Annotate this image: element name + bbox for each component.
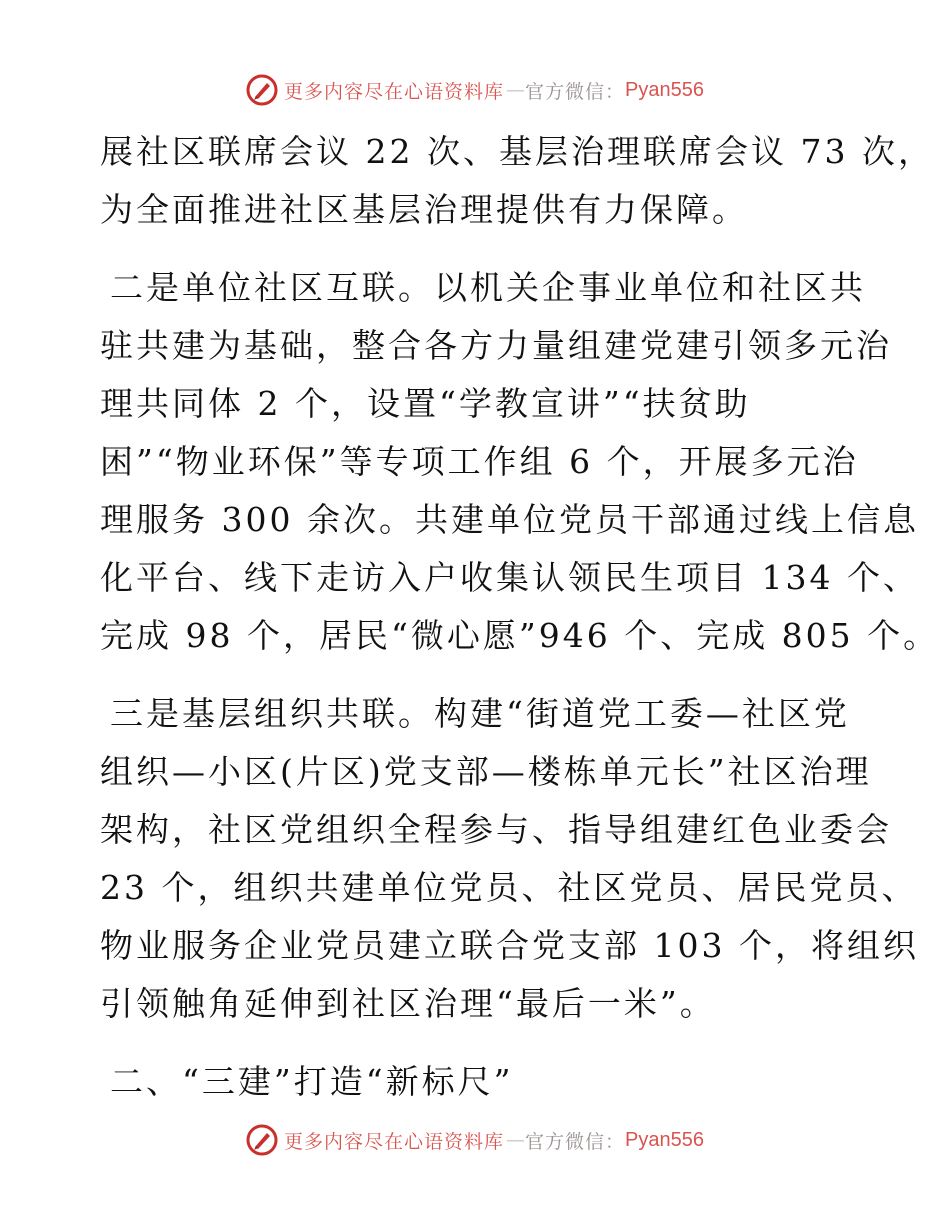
text-line: 23 个，组织共建单位党员、社区党员、居民党员、 (100, 868, 918, 907)
text-line: 化平台、线下走访入户收集认领民生项目 134 个、 (100, 558, 919, 597)
watermark-wechat-id: Pyan556 (625, 1128, 704, 1151)
text-line: 完成 98 个，居民“微心愿”946 个、完成 805 个。 (100, 616, 940, 655)
text-line: 引领触角延伸到社区治理“最后一米”。 (100, 984, 716, 1023)
text-line: 驻共建为基础，整合各方力量组建党建引领多元治 (100, 326, 892, 365)
paragraph-2 (100, 259, 940, 665)
text-line: 展社区联席会议 22 次、基层治理联席会议 73 次， (100, 132, 934, 171)
text-line: 理共同体 2 个，设置“学教宣讲”“扶贫助 (100, 384, 751, 423)
text-line: 为全面推进社区基层治理提供有力保障。 (100, 190, 748, 229)
watermark-wechat-label: 官方微信： (525, 80, 626, 103)
text-line: 理服务 300 余次。共建单位党员干部通过线上信息 (100, 500, 919, 539)
paragraph-3 (100, 685, 919, 1033)
heading-line: 二、“三建”打造“新标尺” (110, 1062, 514, 1101)
watermark-dash: — (506, 79, 524, 101)
watermark-header (0, 70, 950, 110)
watermark-library-text: 更多内容尽在心语资料库 (284, 80, 505, 103)
paragraph-1 (100, 123, 934, 239)
text-line: 困”“物业环保”等专项工作组 6 个，开展多元治 (100, 442, 859, 481)
watermark-wechat-id: Pyan556 (625, 78, 704, 101)
text-line: 组织—小区(片区)党支部—楼栋单元长”社区治理 (100, 752, 872, 791)
watermark-wechat-label: 官方微信： (525, 1130, 626, 1153)
text-line: 物业服务企业党员建立联合党支部 103 个，将组织 (100, 926, 919, 965)
text-line: 架构，社区党组织全程参与、指导组建红色业委会 (100, 810, 892, 849)
section-heading (100, 1053, 860, 1111)
quill-pen-logo-icon (246, 74, 278, 106)
text-line: 三是基层组织共联。构建“街道党工委—社区党 (110, 694, 850, 733)
document-body (100, 123, 940, 1111)
quill-pen-logo-icon (246, 1124, 278, 1156)
watermark-dash: — (506, 1129, 524, 1151)
watermark-library-text: 更多内容尽在心语资料库 (284, 1130, 505, 1153)
watermark-footer (0, 1120, 950, 1160)
text-line: 二是单位社区互联。以机关企事业单位和社区共 (110, 268, 866, 307)
